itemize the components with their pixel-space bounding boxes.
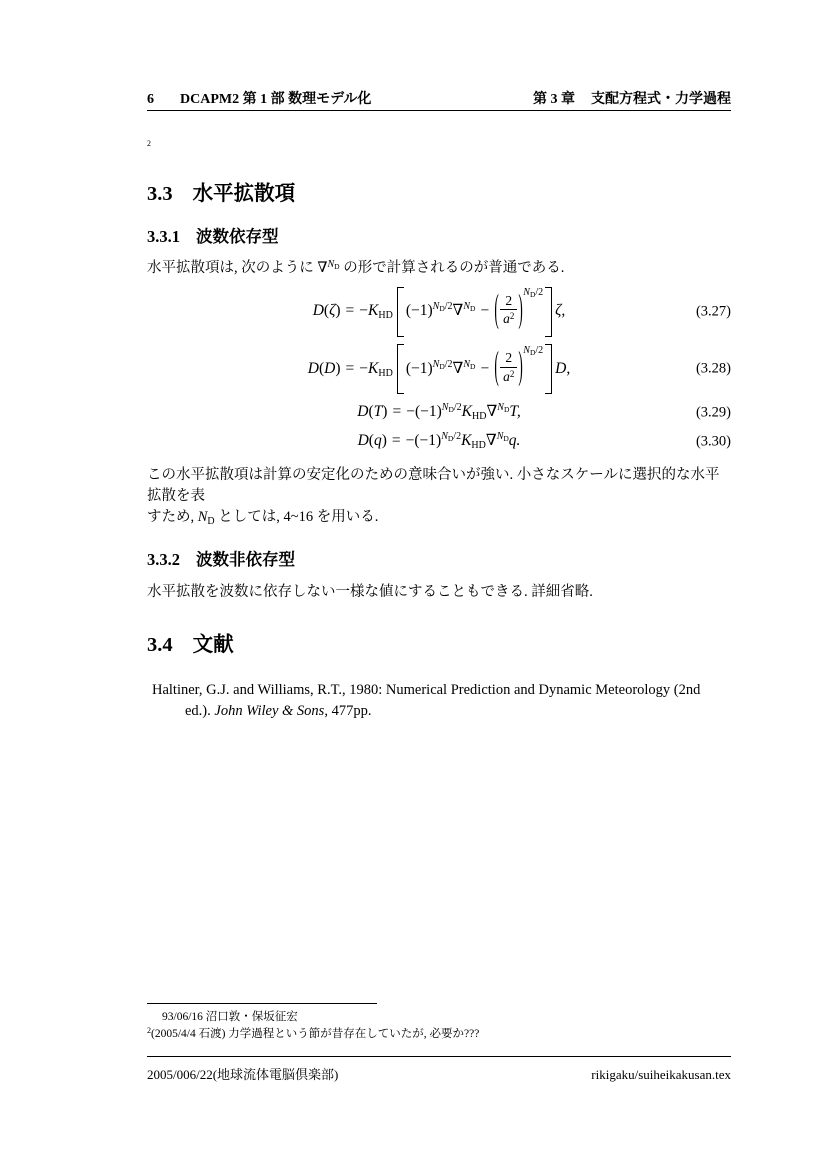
math-token: HD — [378, 310, 393, 322]
math-token: (−1) — [414, 403, 442, 421]
math-token: HD — [378, 367, 393, 379]
math-token: D — [503, 433, 509, 443]
bracket-group — [405, 344, 571, 389]
math-token: ) — [335, 302, 341, 320]
math-token: HD — [471, 439, 486, 451]
section-title: 水平拡散項 — [192, 183, 296, 205]
exponent — [433, 301, 453, 312]
subsection-heading-3-3-2 — [147, 550, 731, 570]
text: すため, — [147, 509, 198, 526]
right-bracket — [545, 344, 552, 394]
paragraph-after-equations — [147, 465, 731, 530]
paragraph-s332: 水平拡散を波数に依存しない一様な値にすることもできる. 詳細省略. — [147, 583, 593, 600]
fraction-2-over-a2 — [500, 293, 517, 327]
exponent — [523, 287, 543, 298]
equation-body — [312, 286, 731, 336]
header-rule — [147, 110, 731, 111]
math-token: D — [207, 516, 215, 528]
math-token: N — [432, 358, 440, 370]
footnote-line-1: 93/06/16 沼口敦・保坂征宏 — [162, 1011, 298, 1023]
math-token: N — [523, 344, 530, 356]
subsection-title: 波数依存型 — [196, 226, 279, 246]
equation-number: (3.30) — [695, 433, 731, 450]
exponent — [328, 259, 340, 270]
math-token: /2 — [444, 301, 453, 313]
math-token: 2 — [509, 368, 515, 379]
equals-sign: = — [345, 359, 355, 377]
equation-3-29 — [147, 401, 731, 425]
math-token: ) — [335, 359, 341, 377]
footnote-rule — [147, 1003, 377, 1004]
nabla-symbol: ∇ — [452, 302, 464, 320]
math-token: N — [463, 301, 471, 313]
left-bracket — [397, 344, 404, 394]
math-token: /2 — [535, 287, 544, 299]
equals-sign: = — [392, 403, 402, 421]
page-header — [147, 88, 731, 108]
equals-sign: = — [345, 302, 355, 320]
math-token: K — [368, 302, 379, 320]
math-token: ) — [382, 403, 388, 421]
math-token: D — [529, 290, 536, 300]
math-token: N — [441, 430, 448, 442]
page-content — [147, 140, 731, 722]
header-chapter-title: 支配方程式・力学過程 — [591, 92, 731, 107]
subsection-title: 波数非依存型 — [196, 549, 295, 569]
subsection-number: 3.3.1 — [147, 226, 180, 246]
bibliography-entry — [147, 680, 731, 722]
exponent — [433, 359, 453, 370]
equation-number: (3.28) — [695, 360, 731, 377]
page-footer — [147, 1056, 731, 1083]
bracket-group — [405, 287, 566, 331]
math-token: (−1) — [405, 302, 433, 320]
math-token: ( — [368, 431, 374, 449]
section-heading-3-3 — [147, 182, 731, 207]
exponent — [441, 431, 461, 442]
minus-sign: − — [405, 431, 415, 449]
math-token: N — [497, 402, 504, 414]
top-footnote-mark — [147, 140, 731, 152]
operator-D: D — [307, 359, 319, 377]
equation-body — [358, 430, 521, 454]
math-token: K — [461, 431, 472, 449]
equation-argument: ζ — [329, 302, 336, 320]
minus-sign: − — [480, 359, 490, 377]
exponent — [442, 402, 462, 413]
equation-argument: D — [324, 359, 336, 377]
math-token: /2 — [444, 358, 453, 370]
equation-3-28 — [147, 344, 731, 394]
operator-D: D — [312, 302, 324, 320]
math-token: D — [334, 262, 340, 272]
math-token: a — [503, 368, 510, 384]
paragraph-intro — [147, 258, 731, 279]
bib-publisher: John Wiley & Sons — [214, 703, 325, 720]
equation-variable: q. — [508, 431, 521, 449]
header-right — [533, 88, 731, 108]
subsection-heading-3-3-1 — [147, 227, 731, 247]
exponent — [523, 345, 543, 356]
math-token: D — [448, 405, 454, 415]
exponent — [463, 301, 475, 312]
math-token: HD — [471, 411, 487, 423]
equation-number: (3.29) — [695, 404, 731, 421]
header-left — [147, 88, 371, 108]
bib-line1: Haltiner, G.J. and Williams, R.T., 1980: Numerical Prediction and Dynamic Meteorology (2nd — [152, 682, 701, 699]
math-token: /2 — [535, 344, 544, 356]
section-number: 3.4 — [147, 633, 173, 656]
footnotes-block — [147, 1003, 731, 1042]
text: の形で計算されるのが普通である. — [339, 260, 565, 277]
math-token: ) — [381, 431, 387, 449]
footnote-reference-2: 2 — [147, 139, 151, 148]
math-token: ( — [323, 302, 330, 320]
fraction-denominator — [500, 310, 517, 327]
math-token: N — [441, 402, 449, 414]
fraction-denominator — [500, 368, 517, 385]
exponent — [463, 359, 475, 370]
equation-variable: T, — [509, 403, 521, 421]
math-token: ( — [368, 403, 374, 421]
text: 水平拡散項は, 次のように — [147, 260, 318, 277]
text: ed.). — [185, 703, 215, 720]
math-token: (−1) — [405, 359, 433, 377]
math-token: N — [496, 430, 504, 442]
bib-line2 — [152, 701, 731, 722]
math-token: D — [447, 433, 454, 443]
equation-number: (3.27) — [695, 303, 731, 320]
operator-D: D — [357, 431, 369, 449]
section-number: 3.3 — [147, 183, 173, 205]
math-token: D — [470, 361, 476, 371]
equation-3-27 — [147, 286, 731, 336]
left-bracket — [397, 287, 404, 337]
nabla-symbol: ∇ — [485, 431, 497, 449]
equation-variable: D, — [555, 359, 571, 377]
big-left-paren: ( — [494, 287, 499, 331]
math-token: K — [368, 359, 379, 377]
math-token: D — [503, 405, 510, 415]
exponent — [497, 431, 509, 442]
equation-variable: ζ, — [555, 302, 566, 320]
fraction-2-over-a2 — [500, 350, 517, 384]
math-token: D — [439, 304, 445, 314]
equals-sign: = — [391, 431, 401, 449]
text: としては, 4~16 を用いる. — [214, 509, 379, 526]
big-right-paren: ) — [518, 287, 523, 331]
fraction-numerator: 2 — [500, 350, 517, 368]
math-token: (−1) — [414, 431, 442, 449]
footnote-marker-2: 2 — [147, 1026, 151, 1036]
math-token: 2 — [509, 311, 515, 322]
nabla-symbol: ∇ — [486, 403, 498, 421]
big-right-paren: ) — [518, 344, 523, 389]
text: , 477pp. — [324, 703, 372, 720]
minus-sign: − — [359, 359, 369, 377]
math-token: K — [461, 403, 472, 421]
math-token: N — [197, 509, 208, 526]
math-token: /2 — [453, 430, 462, 442]
section-title: 文献 — [192, 633, 234, 656]
minus-sign: − — [359, 302, 369, 320]
math-token: D — [470, 304, 476, 314]
footer-row — [147, 1064, 731, 1083]
operator-D: D — [357, 403, 369, 421]
equation-body — [357, 401, 520, 425]
minus-sign: − — [480, 302, 490, 320]
inline-math-nabla-ND — [317, 260, 339, 276]
fraction-numerator: 2 — [500, 293, 517, 311]
exponent — [497, 402, 509, 413]
subsection-number: 3.3.2 — [147, 549, 180, 569]
section-heading-3-4 — [147, 633, 731, 658]
math-token: D — [529, 347, 536, 357]
header-chapter-number: 第 3 章 — [533, 92, 575, 107]
minus-sign: − — [406, 403, 415, 421]
math-token: N — [432, 301, 440, 313]
math-token: ( — [318, 359, 325, 377]
equation-argument: q — [373, 431, 382, 449]
math-token: N — [523, 287, 530, 299]
page-number: 6 — [147, 92, 154, 107]
text: この水平拡散項は計算の安定化のための意味合いが強い. 小さなスケールに選択的な水平拡散を表 — [147, 467, 720, 505]
footer-right-filename: rikigaku/suiheikakusan.tex — [591, 1067, 731, 1082]
math-token: /2 — [453, 402, 462, 414]
equation-body — [307, 344, 731, 394]
big-left-paren: ( — [494, 344, 499, 389]
footer-rule — [147, 1056, 731, 1057]
math-token: N — [463, 358, 471, 370]
nabla-symbol: ∇ — [452, 359, 464, 377]
footer-left-credit: 2005/006/22(地球流体電脳倶楽部) — [147, 1067, 339, 1082]
math-token: N — [327, 259, 335, 271]
math-token: D — [439, 361, 445, 371]
footnote-text: (2005/4/4 石渡) 力学過程という節が昔存在していたが, 必要か??? — [151, 1028, 480, 1041]
nabla-symbol: ∇ — [317, 260, 328, 277]
right-bracket — [545, 287, 552, 337]
footnote-line-2 — [147, 1025, 731, 1042]
header-part-title: DCAPM2 第 1 部 数理モデル化 — [180, 92, 372, 107]
math-token: a — [503, 311, 510, 327]
equation-argument: T — [373, 403, 383, 421]
equation-3-30 — [147, 430, 731, 454]
